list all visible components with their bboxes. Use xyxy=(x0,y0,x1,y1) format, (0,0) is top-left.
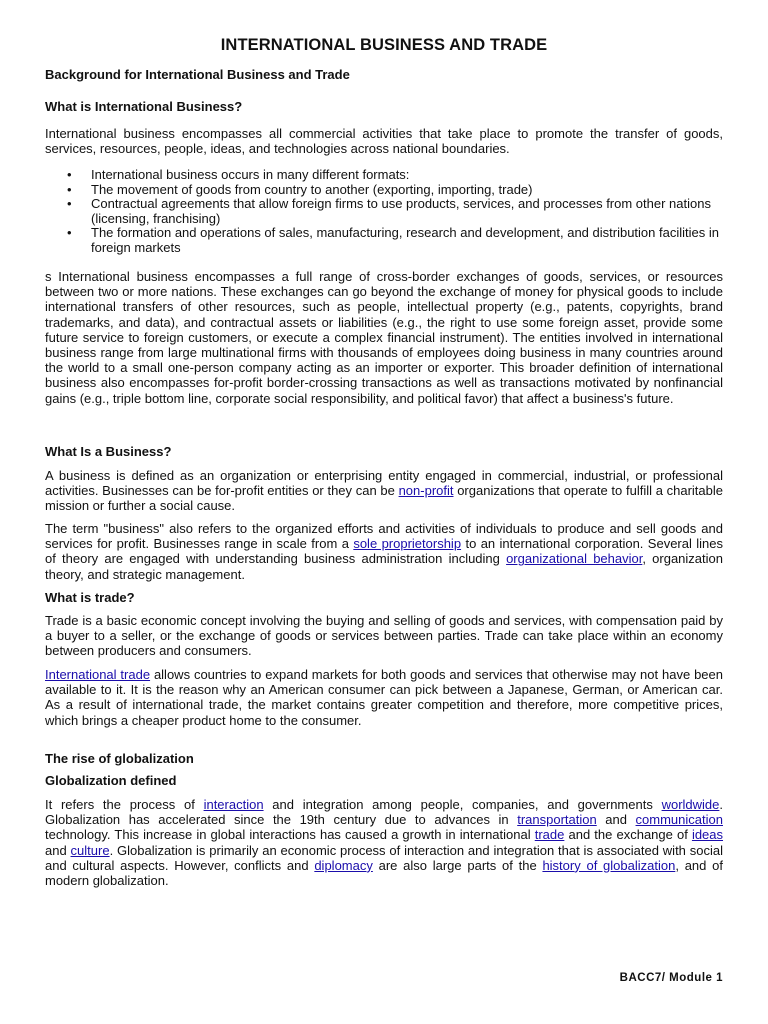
link-communication[interactable]: communication xyxy=(635,812,723,828)
globalization-paragraph: It refers the process of interaction and integration among people, companies, and governments worldwide. Globalization has accelerated since the 19th century due to advances in transportation and communication technology. This increase in global interactions has caused a growth in international trade and the exchange of ideas and culture. Globalization is primarily an economic process of interaction and integration that is associated with social and cultural aspects. However, conflicts and diplomacy are also large parts of the history of globalization, and of modern globalization. xyxy=(45,797,724,889)
trade-paragraph-1: Trade is a basic economic concept involving the buying and selling of goods and services, with compensation paid by a buyer to a seller, or the exchange of goods or services between parties. Trade can take place within an economy between producers and consumers. xyxy=(45,613,723,659)
link-transportation[interactable]: transportation xyxy=(517,812,597,828)
link-interaction[interactable]: interaction xyxy=(203,797,264,812)
page-footer-module-label: BACC7/ Module 1 xyxy=(619,972,723,984)
list-item: • The formation and operations of sales, manufacturing, research and development, and distribution facilities in foreign markets xyxy=(67,225,719,255)
bullet-icon: • xyxy=(67,225,72,241)
heading-what-is-trade: What is trade? xyxy=(45,590,135,605)
bullet-icon: • xyxy=(67,181,72,197)
trade-paragraph-2: International trade allows countries to expand markets for both goods and services that otherwise may not have been available to it. It is the reason why an American consumer can pick between a Japanese, German, or American car. As a result of international trade, the market contains greater competition and therefore, more competitive prices, which brings a cheaper product home to the consumer. xyxy=(45,667,723,728)
document-title: INTERNATIONAL BUSINESS AND TRADE xyxy=(220,36,548,54)
link-non-profit[interactable]: non-profit xyxy=(398,483,454,499)
business-paragraph-2: The term "business" also refers to the organized efforts and activities of individuals to produce and sell goods and services for profit. Businesses range in scale from a sole proprietorship to an international corporation. Several lines of theory are engaged with understanding business administration including organizational behavior, organization theory, and strategic management. xyxy=(45,521,724,582)
link-sole-proprietorship[interactable]: sole proprietorship xyxy=(353,536,462,552)
ib-intro-paragraph: International business encompasses all commercial activities that take place to promote the transfer of goods, services, resources, people, ideas, and technologies across national boundaries. xyxy=(45,126,723,157)
link-trade[interactable]: trade xyxy=(534,827,565,843)
link-culture[interactable]: culture xyxy=(70,842,110,858)
list-item: • The movement of goods from country to another (exporting, importing, trade) xyxy=(67,181,533,197)
link-organizational-behavior[interactable]: organizational behavior xyxy=(506,551,643,567)
bullet-icon: • xyxy=(67,196,72,212)
link-diplomacy[interactable]: diplomacy xyxy=(314,857,373,873)
business-paragraph-1: A business is defined as an organization or enterprising entity engaged in commercial, industrial, or professional activities. Businesses can be for-profit entities or they can be non-profit organizations that operate to fulfill a charitable mission or further a social cause. xyxy=(45,468,723,514)
heading-globalization-defined: Globalization defined xyxy=(45,773,177,788)
list-item: • Contractual agreements that allow foreign firms to use products, services, and processes from other nations (licensing, franchising) xyxy=(67,196,711,226)
bullet-icon: • xyxy=(67,167,72,182)
heading-rise-of-globalization: The rise of globalization xyxy=(45,751,194,766)
ib-formats-list xyxy=(45,168,723,256)
list-item: • International business occurs in many different formats: xyxy=(67,167,410,182)
link-ideas[interactable]: ideas xyxy=(691,827,724,843)
heading-international-business: What is International Business? xyxy=(45,99,243,114)
link-international-trade[interactable]: International trade xyxy=(45,667,151,682)
link-history-of-globalization[interactable]: history of globalization xyxy=(542,857,676,873)
ib-long-paragraph: s International business encompasses a full range of cross-border exchanges of goods, services, or resources between two or more nations. These exchanges can go beyond the exchange of money for physical goods to include international transfers of other resources, such as people, intellectual property (e.g., patents, copyrights, brand trademarks, and data), and contractual assets or liabilities (e.g., the right to use some foreign asset, provide some future service to foreign customers, or execute a complex financial instrument). The entities involved in international business range from large multinational firms with thousands of employees doing business in many countries around the world to a small one-person company acting as an importer or exporter. This broader definition of international business also encompasses for-profit border-crossing transactions as well as transactions motivated by nonfinancial gains (e.g., triple bottom line, corporate social responsibility, and political favor) that affect a business's future. xyxy=(45,269,723,406)
heading-what-is-business: What Is a Business? xyxy=(45,444,172,459)
document-subtitle: Background for International Business and Trade xyxy=(45,67,350,82)
link-worldwide[interactable]: worldwide xyxy=(661,797,720,812)
